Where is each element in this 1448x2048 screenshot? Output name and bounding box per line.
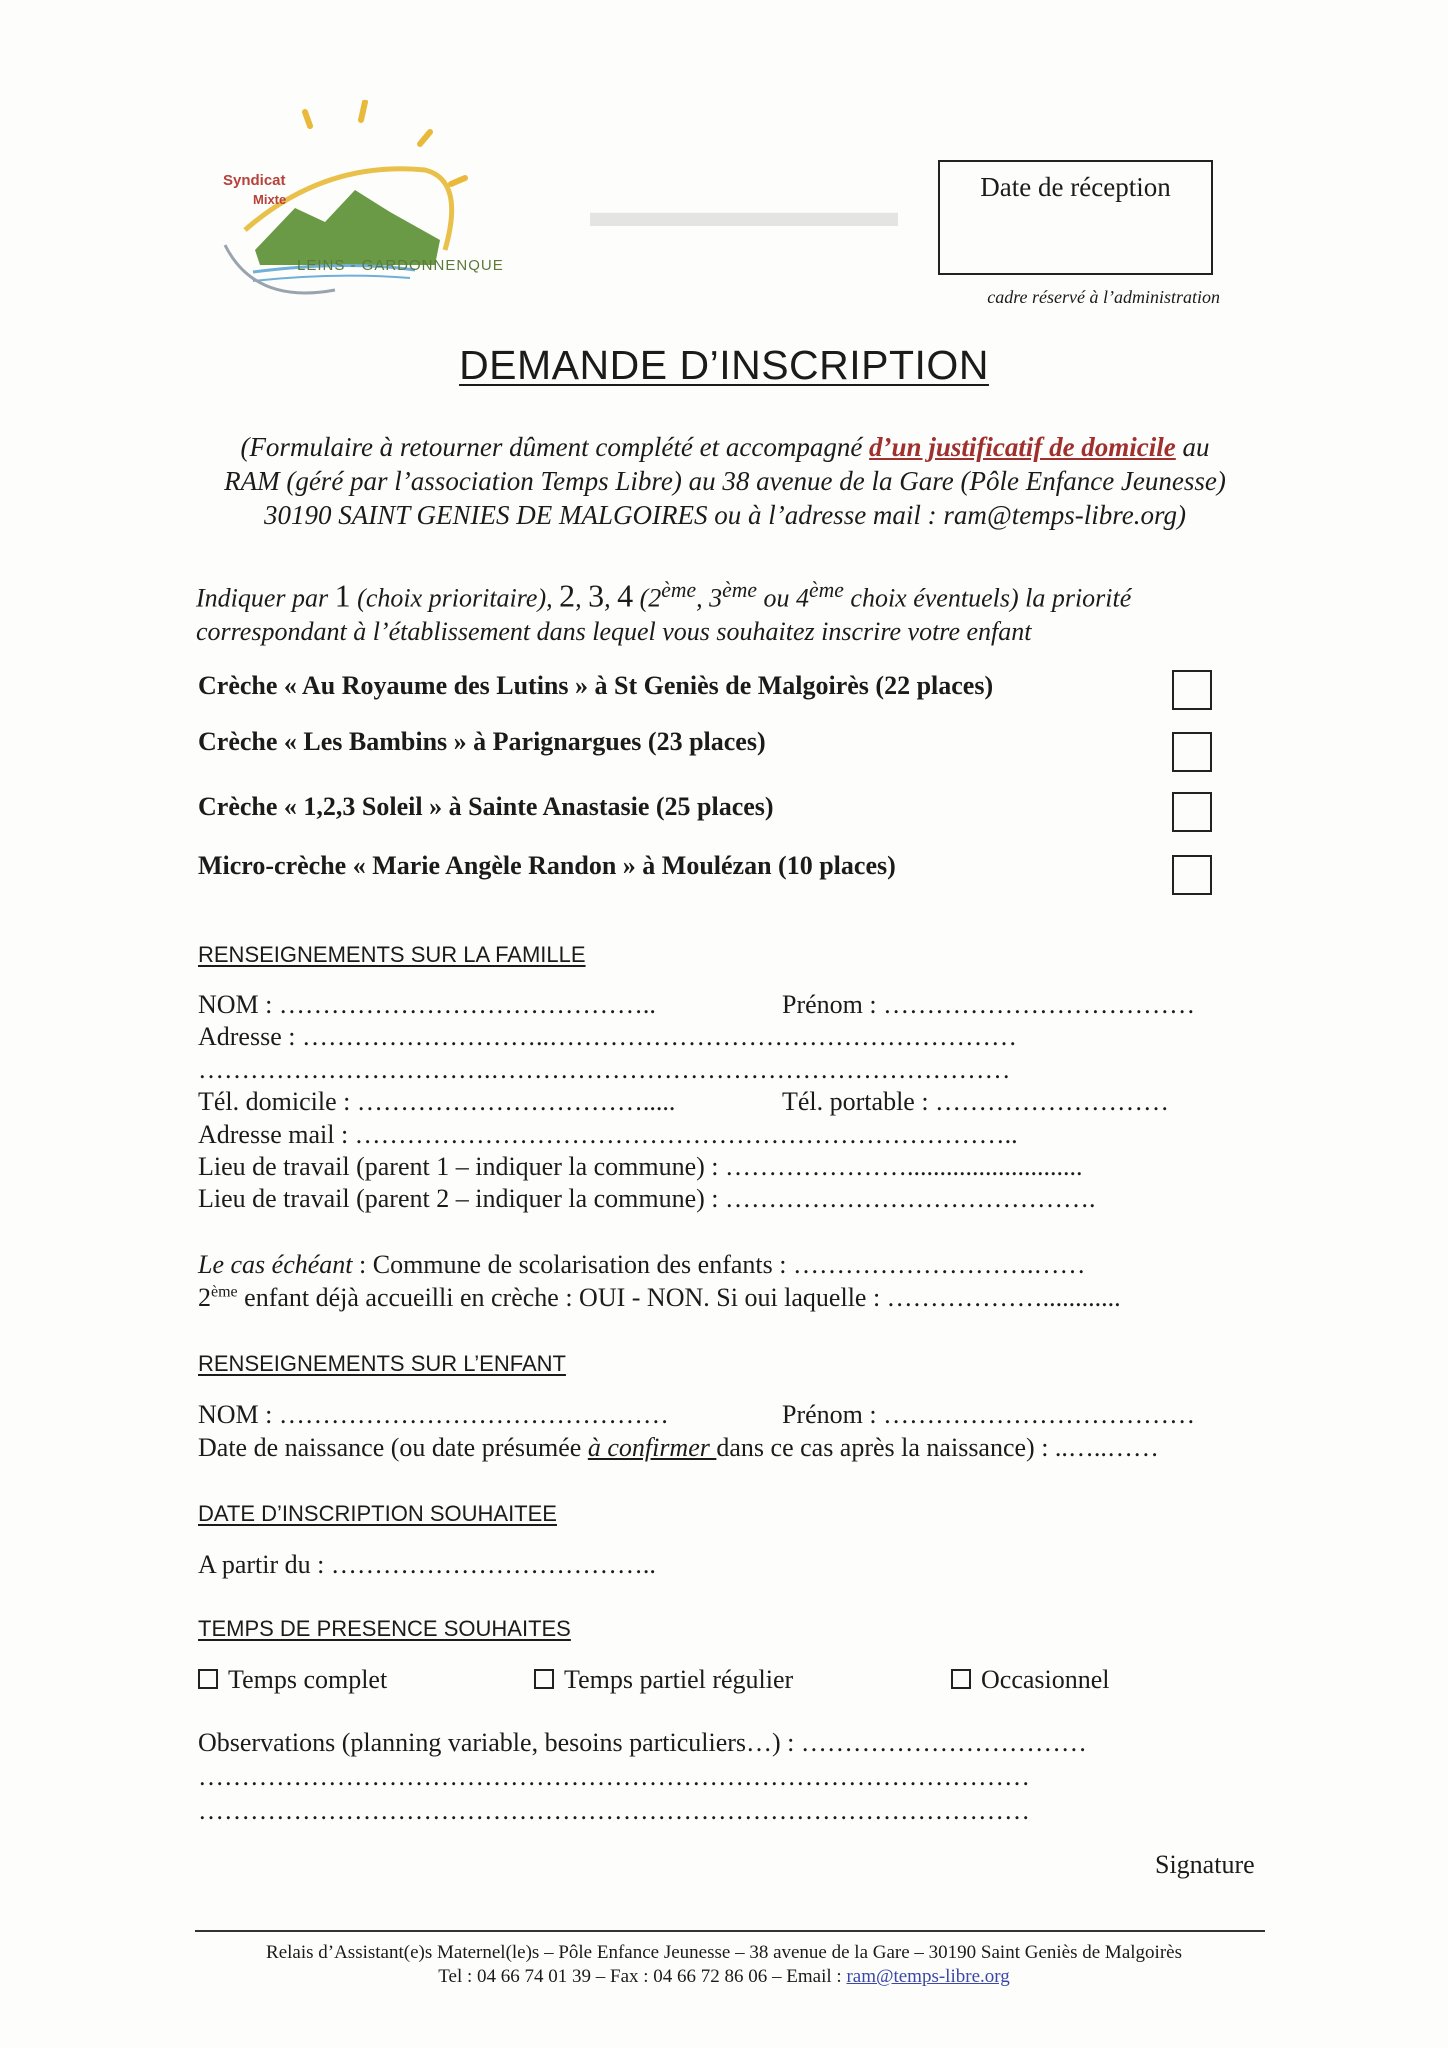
famille-scolarisation-field[interactable] (198, 1250, 1085, 1280)
bleed-through: ▬▬▬▬▬▬▬ (590, 187, 898, 236)
prio-n2: 2 (559, 577, 576, 614)
prio-line2: correspondant à l’établissement dans lequel vous souhaitez inscrire votre enfant (196, 616, 1032, 646)
signature-label: Signature (1155, 1850, 1255, 1879)
temps-partiel-checkbox[interactable] (534, 1669, 554, 1689)
famille-mail-field[interactable]: Adresse mail : ………………………………………………………………….. (198, 1120, 1018, 1149)
naiss-2: dans ce cas après la naissance) : ..…..…… (716, 1433, 1159, 1462)
second-pre: 2 (198, 1283, 211, 1312)
temps-partiel-label: Temps partiel régulier (564, 1665, 794, 1694)
prio-sup2: ème (722, 578, 758, 602)
intro-line3: 30190 SAINT GENIES DE MALGOIRES ou à l’adresse mail : ram@temps-libre.org) (263, 500, 1186, 530)
page-title: DEMANDE D’INSCRIPTION (459, 342, 989, 388)
prio-sep2: ou 4 (757, 583, 810, 613)
prio-n1: 1 (334, 577, 351, 614)
section-famille-heading: RENSEIGNEMENTS SUR LA FAMILLE (198, 942, 586, 967)
prio-n3: 3 (588, 577, 605, 614)
famille-travail-parent1-field[interactable]: Lieu de travail (parent 1 – indiquer la commune) : …………………........................... (198, 1152, 1083, 1181)
creche-option-2: Crèche « Les Bambins » à Parignargues (23 places) (198, 727, 766, 756)
occasionnel-checkbox[interactable] (951, 1669, 971, 1689)
date-partir-field[interactable]: A partir du : ……………………………….. (198, 1550, 656, 1579)
cas-echeant-rest: : Commune de scolarisation des enfants : ……………………….…… (352, 1250, 1086, 1279)
creche-option-3: Crèche « 1,2,3 Soleil » à Sainte Anastasie (25 places) (198, 792, 774, 821)
prio-sup1: ème (661, 578, 697, 602)
prio-comma2: , (604, 583, 618, 613)
famille-adresse-field[interactable]: Adresse : ………………………..……………………………………………… (198, 1022, 1017, 1051)
priority-instructions (196, 574, 1296, 648)
naiss-underlined: à confirmer (587, 1433, 717, 1462)
prio-sup3: ème (809, 578, 844, 602)
cas-echeant-label: Le cas échéant (198, 1250, 353, 1279)
temps-complet-checkbox[interactable] (198, 1669, 218, 1689)
prio-sep1: , 3 (696, 583, 723, 613)
intro-part1: (Formulaire à retourner dûment complété et accompagné (240, 432, 870, 462)
observations-line2[interactable]: …………………………………………………………………………………… (198, 1762, 1030, 1791)
prio-open: (2 (633, 583, 662, 613)
reception-note: cadre réservé à l’administration (987, 287, 1220, 307)
creche-priority-box-3[interactable] (1172, 792, 1212, 832)
temps-complet-option[interactable] (198, 1665, 387, 1695)
prio-end1: choix éventuels) la priorité (843, 583, 1132, 613)
famille-travail-parent2-field[interactable]: Lieu de travail (parent 2 – indiquer la commune) : ……………………………………. (198, 1184, 1096, 1213)
famille-adresse-line2[interactable]: …………………………….…………………………………………………… (198, 1055, 1011, 1084)
prio-comma1: , (575, 583, 589, 613)
footer-divider (195, 1930, 1265, 1932)
section-enfant-heading: RENSEIGNEMENTS SUR L’ENFANT (198, 1351, 566, 1376)
observations-line3[interactable]: …………………………………………………………………………………… (198, 1796, 1030, 1825)
creche-option-1: Crèche « Au Royaume des Lutins » à St Geniès de Malgoirès (22 places) (198, 671, 994, 700)
enfant-naissance-field[interactable] (198, 1433, 1159, 1463)
reception-title: Date de réception (980, 172, 1171, 202)
famille-prenom-field[interactable]: Prénom : ……………………………… (782, 990, 1196, 1019)
intro-part2: au (1175, 432, 1210, 462)
prio-mid1: (choix prioritaire), (350, 583, 560, 613)
creche-option-4: Micro-crèche « Marie Angèle Randon » à Moulézan (10 places) (198, 851, 896, 880)
enfant-prenom-field[interactable]: Prénom : ……………………………… (782, 1400, 1196, 1429)
temps-partiel-option[interactable] (534, 1665, 793, 1695)
occasionnel-option[interactable] (951, 1665, 1110, 1695)
enfant-nom-field[interactable]: NOM : ……………………………………… (198, 1400, 669, 1429)
footer-address: Relais d’Assistant(e)s Maternel(le)s – Pôle Enfance Jeunesse – 38 avenue de la Gare – 30190 Saint Geniès de Malgoirès (266, 1942, 1182, 1963)
famille-tel-domicile-field[interactable]: Tél. domicile : ……………………………..... (198, 1087, 676, 1116)
intro-text (170, 430, 1280, 532)
syndicat-logo (215, 100, 545, 310)
observations-field[interactable]: Observations (planning variable, besoins particuliers…) : …………………………… (198, 1728, 1087, 1757)
footer-contact-text: Tel : 04 66 74 01 39 – Fax : 04 66 72 86 06 – Email : (438, 1966, 847, 1987)
creche-priority-box-4[interactable] (1172, 855, 1212, 895)
occasionnel-label: Occasionnel (981, 1665, 1110, 1694)
famille-nom-field[interactable]: NOM : …………………………………….. (198, 990, 656, 1019)
creche-priority-box-2[interactable] (1172, 732, 1212, 772)
logo-text-name: LEINS - GARDONNENQUE (297, 257, 504, 274)
intro-highlight: d’un justificatif de domicile (869, 432, 1176, 462)
logo-text-mixte: Mixte (253, 192, 287, 207)
prio-pre: Indiquer par (196, 583, 335, 613)
prio-n4: 4 (617, 577, 634, 614)
second-sup: ème (211, 1283, 238, 1301)
naiss-1: Date de naissance (ou date présumée (198, 1433, 588, 1462)
famille-second-enfant-field[interactable] (198, 1283, 1121, 1313)
section-temps-heading: TEMPS DE PRESENCE SOUHAITES (198, 1616, 571, 1641)
temps-complet-label: Temps complet (228, 1665, 388, 1694)
famille-tel-portable-field[interactable]: Tél. portable : ……………………… (782, 1087, 1170, 1116)
creche-priority-box-1[interactable] (1172, 670, 1212, 710)
second-rest: enfant déjà accueilli en crèche : OUI - NON. Si oui laquelle : ………………............ (237, 1283, 1121, 1312)
logo-text-syndicat: Syndicat (223, 172, 286, 189)
intro-line2: RAM (géré par l’association Temps Libre) au 38 avenue de la Gare (Pôle Enfance Jeunesse) (224, 466, 1226, 496)
footer-email-link[interactable]: ram@temps-libre.org (846, 1966, 1010, 1987)
section-date-heading: DATE D’INSCRIPTION SOUHAITEE (198, 1501, 557, 1526)
footer-contact (0, 1966, 1448, 1988)
